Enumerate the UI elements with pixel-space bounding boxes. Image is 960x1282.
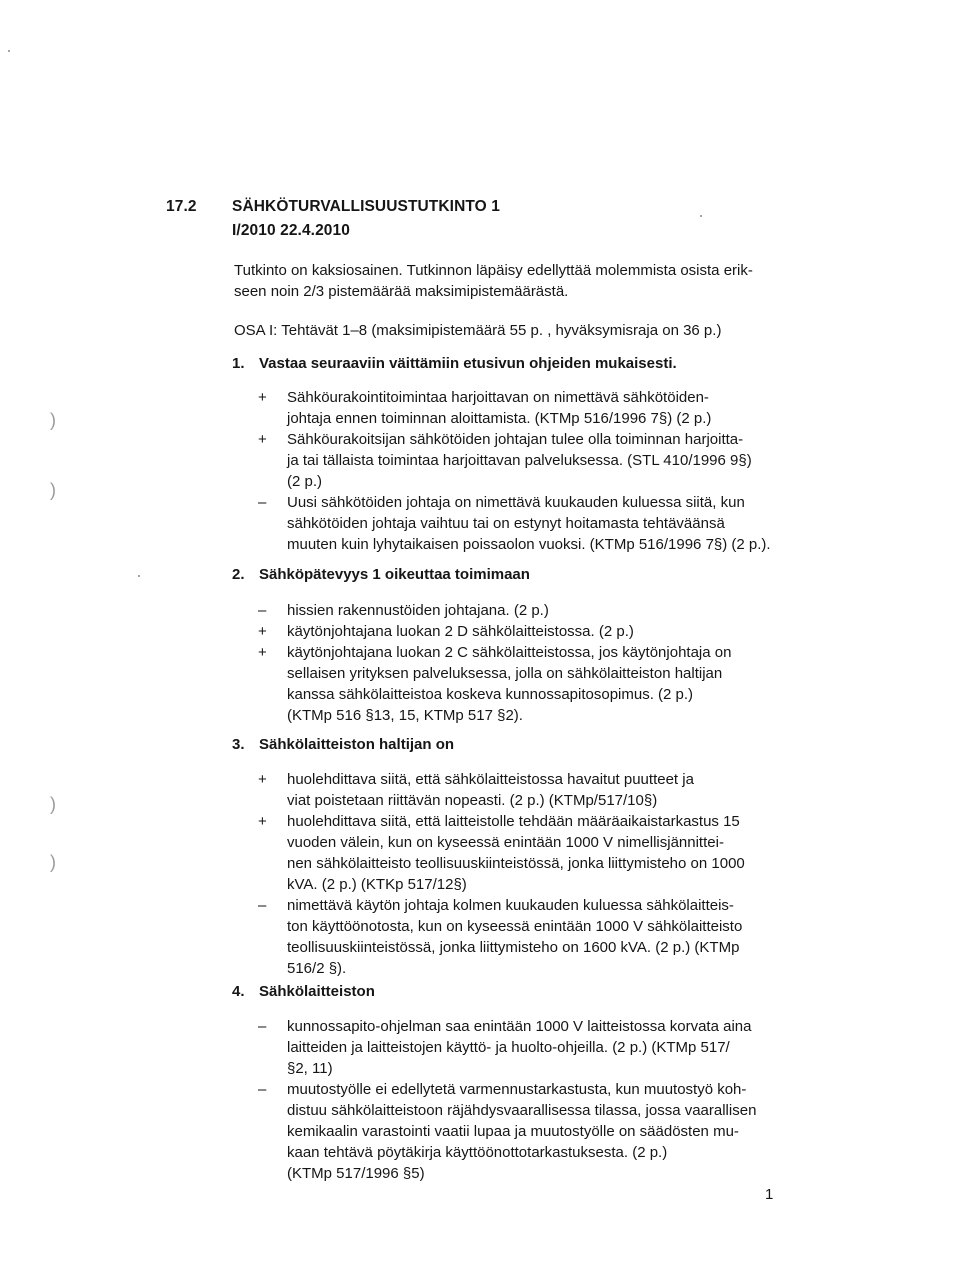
- item-text: [287, 1016, 798, 1079]
- question-text: Sähkölaitteiston haltijan on: [259, 736, 455, 753]
- scan-speck: [138, 575, 140, 577]
- text-line: johtaja ennen toiminnan aloittamista. (KTMp 516/1996 7§) (2 p.): [287, 410, 712, 427]
- answer-mark: +: [258, 389, 267, 406]
- question-4-title: [232, 983, 375, 1000]
- answer-mark: –: [258, 602, 267, 619]
- text-line: sähkötöiden johtaja vaihtuu tai on estynyt hoitamasta tehtäväänsä: [287, 515, 725, 532]
- list-item: [258, 387, 798, 429]
- text-line: kemikaalin varastointi vaatii lupaa ja muutostyölle on säädösten mu-: [287, 1123, 739, 1140]
- question-number: 4.: [232, 983, 245, 1000]
- item-text: [287, 492, 798, 555]
- text-line: nen sähkölaitteisto teollisuuskiinteistössä, jonka liittymisteho on 1000: [287, 855, 745, 872]
- question-1-title: [232, 355, 677, 372]
- text-line: sellaisen yrityksen palveluksessa, jolla on sähkölaitteiston haltijan: [287, 665, 723, 682]
- section-heading: [166, 198, 500, 216]
- text-line: kVA. (2 p.) (KTKp 517/12§): [287, 876, 467, 893]
- text-line: kaan tehtävä pöytäkirja käyttöönottotarkastuksesta. (2 p.): [287, 1144, 668, 1161]
- answer-mark: +: [258, 771, 267, 788]
- scan-artifact: ): [50, 410, 56, 430]
- question-text: Sähköpätevyys 1 oikeuttaa toimimaan: [259, 566, 530, 583]
- text-line: §2, 11): [287, 1060, 333, 1077]
- text-line: muuten kuin lyhytaikaisen poissaolon vuoksi. (KTMp 516/1996 7§) (2 p.).: [287, 536, 771, 553]
- answer-mark: +: [258, 813, 267, 830]
- question-text: Sähkölaitteiston: [259, 983, 375, 1000]
- text-line: 516/2 §).: [287, 960, 347, 977]
- question-3-items: [258, 769, 798, 979]
- item-text: [287, 387, 798, 429]
- text-line: ton käyttöönotosta, kun on kyseessä enintään 1000 V sähkölaitteisto: [287, 918, 743, 935]
- part-heading: OSA I: Tehtävät 1–8 (maksimipistemäärä 55 p. , hyväksymisraja on 36 p.): [234, 322, 722, 339]
- question-number: 1.: [232, 355, 245, 372]
- intro-line-1: Tutkinto on kaksiosainen. Tutkinnon läpäisy edellyttää molemmista osista erik-: [234, 262, 753, 279]
- text-line: huolehdittava siitä, että sähkölaitteistossa havaitut puutteet ja: [287, 771, 694, 788]
- item-text: [287, 1079, 798, 1184]
- text-line: laitteiden ja laitteistojen käyttö- ja huolto-ohjeilla. (2 p.) (KTMp 517/: [287, 1039, 730, 1056]
- answer-mark: +: [258, 431, 267, 448]
- scan-artifact: ): [50, 852, 56, 872]
- list-item: [258, 811, 798, 895]
- question-text: Vastaa seuraaviin väittämiin etusivun ohjeiden mukaisesti.: [259, 355, 677, 372]
- text-line: distuu sähkölaitteistoon räjähdysvaarallisessa tilassa, jossa vaarallisen: [287, 1102, 757, 1119]
- question-2-items: [258, 600, 798, 726]
- item-text: [287, 895, 798, 979]
- answer-mark: –: [258, 1018, 267, 1035]
- text-line: muutostyölle ei edellytetä varmennustarkastusta, kun muutostyö koh-: [287, 1081, 747, 1098]
- item-text: [287, 621, 798, 642]
- list-item: [258, 1016, 798, 1079]
- scan-artifact: ): [50, 480, 56, 500]
- text-line: Sähköurakointitoimintaa harjoittavan on nimettävä sähkötöiden-: [287, 389, 709, 406]
- text-line: teollisuuskiinteistössä, jonka liittymisteho on 1600 kVA. (2 p.) (KTMp: [287, 939, 740, 956]
- question-4-items: [258, 1016, 798, 1184]
- list-item: [258, 769, 798, 811]
- section-title: SÄHKÖTURVALLISUUSTUTKINTO 1: [232, 198, 500, 215]
- text-line: vuoden välein, kun on kyseessä enintään 1000 V nimellisjännittei-: [287, 834, 724, 851]
- answer-mark: –: [258, 897, 267, 914]
- list-item: [258, 492, 798, 555]
- item-text: [287, 429, 798, 492]
- text-line: ja tai tällaista toimintaa harjoittavan palveluksessa. (STL 410/1996 9§): [287, 452, 752, 469]
- intro-line-2: seen noin 2/3 pistemäärää maksimipistemäärästä.: [234, 283, 569, 300]
- text-line: kanssa sähkölaitteistoa koskeva kunnossapitosopimus. (2 p.): [287, 686, 694, 703]
- text-line: huolehdittava siitä, että laitteistolle tehdään määräaikaistarkastus 15: [287, 813, 740, 830]
- text-line: (2 p.): [287, 473, 323, 490]
- list-item: [258, 600, 798, 621]
- section-number: 17.2: [166, 198, 197, 215]
- question-2-title: [232, 566, 530, 583]
- question-number: 3.: [232, 736, 245, 753]
- text-line: käytönjohtajana luokan 2 D sähkölaitteistossa. (2 p.): [287, 623, 634, 640]
- item-text: [287, 811, 798, 895]
- answer-mark: –: [258, 1081, 267, 1098]
- question-3-title: [232, 736, 454, 753]
- exam-date: I/2010 22.4.2010: [232, 222, 350, 239]
- question-1-items: [258, 387, 798, 555]
- item-text: [287, 769, 798, 811]
- text-line: nimettävä käytön johtaja kolmen kuukauden kuluessa sähkölaitteis-: [287, 897, 734, 914]
- item-text: [287, 642, 798, 726]
- text-line: hissien rakennustöiden johtajana. (2 p.): [287, 602, 549, 619]
- text-line: kunnossapito-ohjelman saa enintään 1000 V laitteistossa korvata aina: [287, 1018, 752, 1035]
- scan-speck: [700, 215, 702, 217]
- answer-mark: –: [258, 494, 267, 511]
- text-line: viat poistetaan riittävän nopeasti. (2 p.) (KTMp/517/10§): [287, 792, 658, 809]
- list-item: [258, 642, 798, 726]
- answer-mark: +: [258, 623, 267, 640]
- scan-speck: [8, 50, 10, 52]
- item-text: [287, 600, 798, 621]
- list-item: [258, 895, 798, 979]
- text-line: käytönjohtajana luokan 2 C sähkölaitteistossa, jos käytönjohtaja on: [287, 644, 732, 661]
- list-item: [258, 1079, 798, 1184]
- text-line: (KTMp 517/1996 §5): [287, 1165, 425, 1182]
- text-line: Uusi sähkötöiden johtaja on nimettävä kuukauden kuluessa siitä, kun: [287, 494, 745, 511]
- text-line: Sähköurakoitsijan sähkötöiden johtajan tulee olla toiminnan harjoitta-: [287, 431, 744, 448]
- answer-mark: +: [258, 644, 267, 661]
- scan-artifact: ): [50, 794, 56, 814]
- list-item: [258, 621, 798, 642]
- page-number: 1: [765, 1186, 774, 1203]
- question-number: 2.: [232, 566, 245, 583]
- list-item: [258, 429, 798, 492]
- text-line: (KTMp 516 §13, 15, KTMp 517 §2).: [287, 707, 523, 724]
